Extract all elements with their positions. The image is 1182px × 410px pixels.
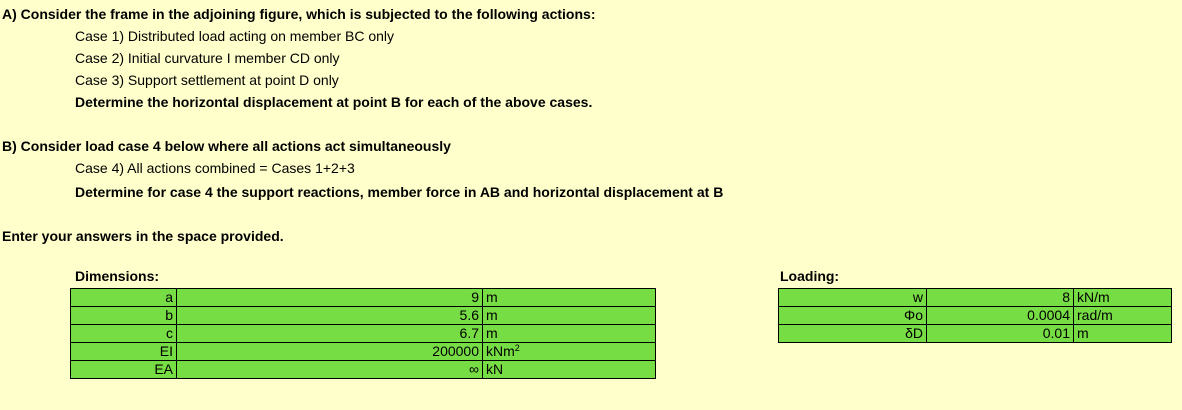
case-2-text: Case 2) Initial curvature I member CD only	[75, 50, 340, 66]
table-row	[779, 307, 1172, 325]
table-row	[71, 289, 656, 307]
loading-value[interactable]: 8	[927, 289, 1074, 307]
case-3-text: Case 3) Support settlement at point D only	[75, 72, 339, 88]
loading-unit: kN/m	[1074, 289, 1172, 307]
dimension-label: EA	[71, 361, 177, 379]
dimension-value[interactable]: 9	[177, 289, 483, 307]
loading-unit: rad/m	[1074, 307, 1172, 325]
part-a-title: A) Consider the frame in the adjoining figure, which is subjected to the following actions:	[2, 6, 596, 22]
case-4-text: Case 4) All actions combined = Cases 1+2+3	[75, 160, 355, 176]
dimensions-table	[70, 288, 656, 379]
dimension-value[interactable]: 5.6	[177, 307, 483, 325]
dimension-value[interactable]: 200000	[177, 343, 483, 361]
table-row	[71, 343, 656, 361]
table-row	[779, 289, 1172, 307]
part-b-instruction: Determine for case 4 the support reactions, member force in AB and horizontal displacement at B	[75, 184, 724, 200]
loading-label: δD	[779, 325, 927, 343]
dimension-unit: m	[483, 307, 656, 325]
loading-value[interactable]: 0.0004	[927, 307, 1074, 325]
loading-table	[778, 288, 1172, 343]
table-row	[71, 361, 656, 379]
dimension-label: a	[71, 289, 177, 307]
dimension-unit: kN	[483, 361, 656, 379]
dimension-unit	[483, 343, 656, 361]
dimension-value[interactable]: 6.7	[177, 325, 483, 343]
dimensions-heading: Dimensions:	[75, 268, 160, 284]
loading-label: Φo	[779, 307, 927, 325]
dimension-label: b	[71, 307, 177, 325]
unit-text: kNm	[486, 343, 515, 359]
loading-heading: Loading:	[780, 268, 840, 284]
part-a-instruction: Determine the horizontal displacement at point B for each of the above cases.	[75, 94, 593, 110]
loading-label: w	[779, 289, 927, 307]
loading-unit: m	[1074, 325, 1172, 343]
dimension-unit: m	[483, 325, 656, 343]
table-row	[71, 325, 656, 343]
case-1-text: Case 1) Distributed load acting on member BC only	[75, 28, 395, 44]
dimension-label: EI	[71, 343, 177, 361]
loading-value[interactable]: 0.01	[927, 325, 1074, 343]
table-row	[779, 325, 1172, 343]
dimension-value[interactable]: ∞	[177, 361, 483, 379]
answer-instruction: Enter your answers in the space provided.	[2, 228, 284, 244]
dimension-unit: m	[483, 289, 656, 307]
dimension-label: c	[71, 325, 177, 343]
unit-exponent: 2	[514, 343, 520, 353]
table-row	[71, 307, 656, 325]
part-b-title: B) Consider load case 4 below where all actions act simultaneously	[2, 138, 451, 154]
